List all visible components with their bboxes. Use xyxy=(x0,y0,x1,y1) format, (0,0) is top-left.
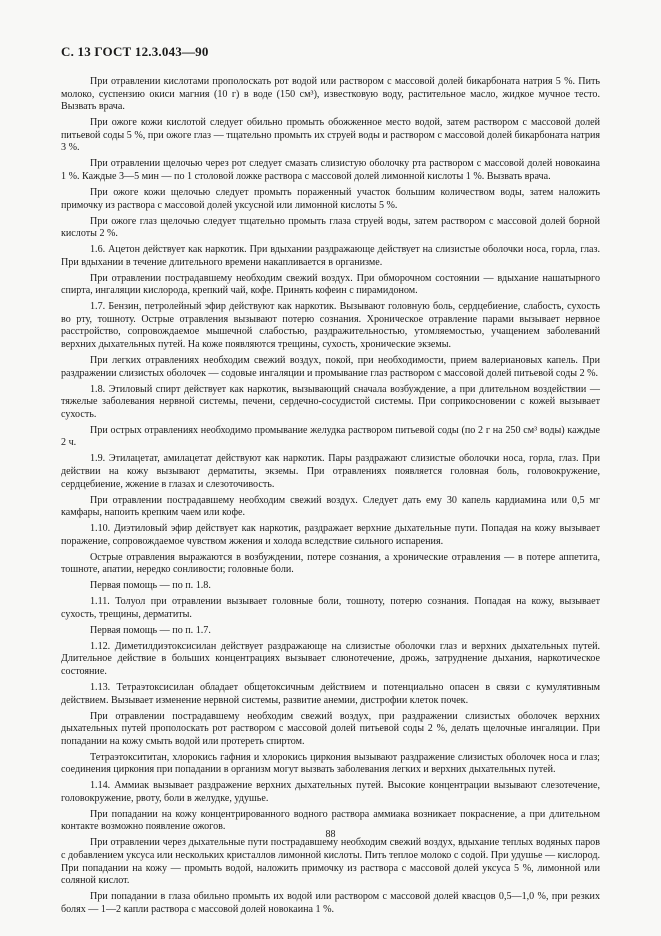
paragraph: При ожоге кожи кислотой следует обильно промыть обожженное место водой, затем раствором с массовой долей питьевой соды 5 %, при ожоге глаз — тщательно промыть их струей воды и раствором с массовой долей бикарбоната натрия 3 %. xyxy=(61,117,600,154)
paragraph: При попадании в глаза обильно промыть их водой или раствором с массовой долей квасцов 0,5—1,0 %, при резких болях — 1—2 капли раствора с массовой долей новокаина 1 %. xyxy=(61,891,600,915)
paragraph: При отравлении пострадавшему необходим свежий воздух, при раздражении слизистых оболочек верхних дыхательных путей прополоскать рот раствором с массовой долей питьевой соды 2 %, делать щелочные ингаляции. При попадании на кожу смыть водой или протереть спиртом. xyxy=(61,710,600,747)
paragraph: При ожоге глаз щелочью следует тщательно промыть глаза струей воды, затем раствором с массовой долей борной кислоты 2 %. xyxy=(61,215,600,240)
paragraph: При отравлении щелочью через рот следует смазать слизистую оболочку рта раствором с массовой долей новокаина 1 %. Каждые 3—5 мин — по 1 столовой ложке раствора с массовой долей лимонной кислоты 1 %. Вызвать врача. xyxy=(61,158,600,182)
paragraph: Тетраэтоксититан, хлорокись гафния и хлорокись циркония вызывают раздражение слизистых оболочек носа и глаз; соединения циркония при попадании в организм могут вызвать заболевания легких и верхних дыхательных путей. xyxy=(61,751,600,776)
paragraph: При попадании на кожу концентрированного водного раствора аммиака возникает покраснение, а при длительном контакте возможно появление ожогов. xyxy=(61,808,600,833)
paragraph: 1.8. Этиловый спирт действует как наркотик, вызывающий сначала возбуждение, а при длительном воздействии — тяжелые заболевания нервной системы, печени, сердечно-сосудистой системы. При соприкосновении с кожей вызывает сухость. xyxy=(61,383,600,420)
paragraph: 1.12. Диметилдиэтоксисилан действует раздражающе на слизистые оболочки глаз и верхних дыхательных путей. Длительное действие в больших концентрациях вызывает слюнотечение, дрожь, затруднение дыхания, наркотическое состояние. xyxy=(61,640,600,677)
paragraph: При отравлении пострадавшему необходим свежий воздух. При обморочном состоянии — вдыхание нашатырного спирта, ингаляции кислорода, крепкий чай, кофе. Принять кофеин с пирамидоном. xyxy=(61,272,600,297)
page-header: С. 13 ГОСТ 12.3.043—90 xyxy=(61,44,209,59)
paragraph: 1.11. Толуол при отравлении вызывает головные боли, тошноту, потерю сознания. Попадая на кожу, вызывает сухость, трещины, дерматиты. xyxy=(61,596,600,620)
paragraph: При отравлении пострадавшему необходим свежий воздух. Следует дать ему 30 капель кардиамина или 0,5 мг камфары, напоить крепким чаем или кофе. xyxy=(61,494,600,519)
paragraph: 1.13. Тетраэтоксисилан обладает общетоксичным действием и потенциально опасен в связи с кумулятивным действием. Вызывает изменение нервной системы, развитие анемии, дистрофии клеток почек. xyxy=(61,681,600,706)
paragraph: Острые отравления выражаются в возбуждении, потере сознания, а хронические отравления — в потере аппетита, тошноте, апатии, нередко сонливости; головные боли. xyxy=(61,551,600,576)
page-number: 88 xyxy=(325,829,336,840)
paragraph: 1.9. Этилацетат, амилацетат действуют как наркотик. Пары раздражают слизистые оболочки носа, горла, глаз. При действии на кожу вызывают дерматиты, экземы. При отравлениях появляется головная боль, головокружение, сердцебиение, жжение в глазах и слезоточивость. xyxy=(61,453,600,490)
paragraph: 1.14. Аммиак вызывает раздражение верхних дыхательных путей. Высокие концентрации вызывают слезотечение, головокружение, рвоту, боли в желудке, удушье. xyxy=(61,780,600,804)
paragraph: При отравлении кислотами прополоскать рот водой или раствором с массовой долей бикарбоната натрия 5 %. Пить молоко, суспензию окиси магния (10 г) в воде (150 см³), известковую воду, растительное масло, жидкое мучное тесто. Вызвать врача. xyxy=(61,76,600,113)
document-body xyxy=(61,76,600,920)
paragraph: При ожоге кожи щелочью следует промыть пораженный участок большим количеством воды, затем наложить примочку из раствора с массовой долей уксусной или лимонной кислоты 5 %. xyxy=(61,186,600,211)
paragraph: 1.7. Бензин, петролейный эфир действуют как наркотик. Вызывают головную боль, сердцебиение, слабость, сухость во рту, тошноту. Острые отравления вызывают потерю сознания. Хроническое отравление парами вызывает нервное расстройство, сопровождаемое мышечной слабостью, раздражительностью, утомляемостью, учащением заболеваний верхних дыхательных путей. На коже появляются трещины, сухость, хронические экземы. xyxy=(61,301,600,351)
paragraph: Первая помощь — по п. 1.7. xyxy=(90,624,211,636)
paragraph: При легких отравлениях необходим свежий воздух, покой, при необходимости, прием валериановых капель. При раздражении слизистых оболочек — содовые ингаляции и промывание глаз раствором с массовой долей питьевой соды 2 %. xyxy=(61,355,600,379)
paragraph: Первая помощь — по п. 1.8. xyxy=(90,580,211,592)
paragraph: При острых отравлениях необходимо промывание желудка раствором питьевой соды (по 2 г на 250 см³ воды) каждые 2 ч. xyxy=(61,424,600,449)
paragraph: При отравлении через дыхательные пути пострадавшему необходим свежий воздух, вдыхание теплых водяных паров с добавлением уксуса или нескольких кристаллов лимонной кислоты. Пить теплое молоко с содой. При удушье — кислород. При попадании на кожу — промыть водой, наложить примочку из раствора с массовой долей уксуса 5 %, лимонной или соляной кислот. xyxy=(61,837,600,887)
paragraph: 1.6. Ацетон действует как наркотик. При вдыхании раздражающе действует на слизистые оболочки носа, горла, глаз. При вдыхании в течение длительного времени накапливается в организме. xyxy=(61,244,600,268)
paragraph: 1.10. Диэтиловый эфир действует как наркотик, раздражает верхние дыхательные пути. Попадая на кожу вызывает поражение, сопровождаемое чувством жжения и холода вследствие сильного испарения. xyxy=(61,523,600,547)
